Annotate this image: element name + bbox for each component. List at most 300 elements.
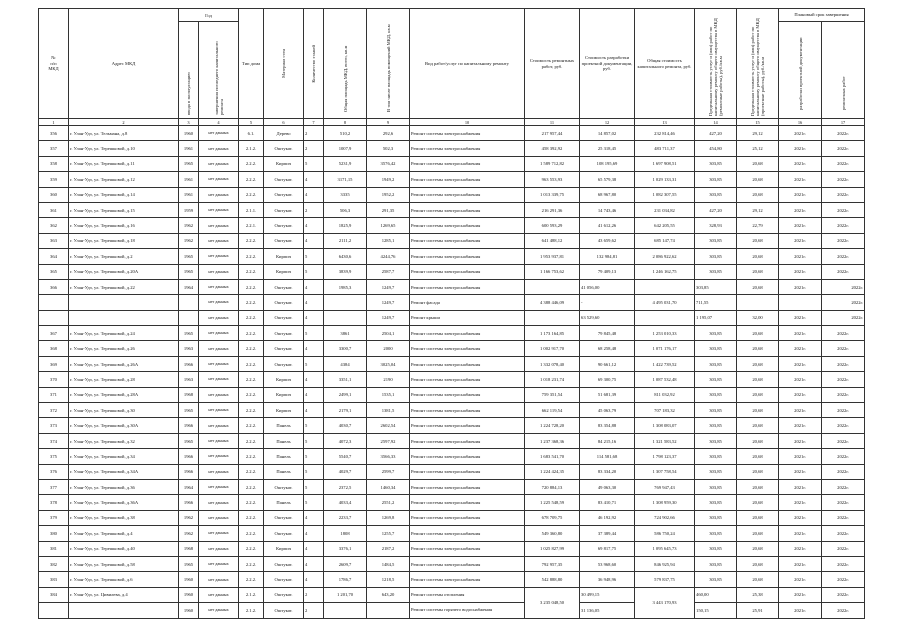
header-work-type [410,9,525,119]
cell-cost-repair: 1 224 424,35 [525,464,580,479]
table-row [39,403,865,418]
cell-work-type: Ремонт системы электроснабжения [410,556,525,571]
cell-limit-design: 20,68 [737,541,779,556]
cell-limit-design: 20,68 [737,249,779,264]
cell-deadline-repair: 2022г. [822,310,865,325]
cell-address: г. Улан-Удэ, ул. Терешковой, д.18 [69,233,179,248]
cell-limit-repair: 427,20 [695,126,737,141]
cell-house-type: 2.2.2. [239,510,264,525]
cell-area-total: 1007,9 [324,141,367,156]
table-row [39,126,865,141]
cell-floors: 5 [304,495,324,510]
cell-area-residential: 1381,5 [367,403,410,418]
cell-house-type: 2.2.2. [239,249,264,264]
cell-year-repair: нет данных [199,541,239,556]
header-area-residential-text: В том числе площадь помещений МКД, кв.м [385,23,391,112]
cell-cost-total: 724 902,66 [635,510,695,525]
cell-year-repair: нет данных [199,141,239,156]
cell-num: 376 [39,464,69,479]
cell-area-residential: 1249,7 [367,295,410,310]
cell-cost-repair: 458 392,92 [525,141,580,156]
cell-cost-repair: 217 957,44 [525,126,580,141]
table-body [39,126,865,619]
cell-house-type: 2.2.2. [239,295,264,310]
cell-wall-material: Оштукат. [264,587,304,602]
cell-year-built: 1965 [179,249,199,264]
cell-work-type: Ремонт системы электроснабжения [410,433,525,448]
column-number-row [39,119,865,126]
cell-cost-design: 63 529,60 [580,310,635,325]
cell-deadline-design: 2021г. [779,433,822,448]
cell-floors: 4 [304,403,324,418]
cell-limit-repair: 303,85 [695,556,737,571]
cell-limit-repair: 303,85 [695,187,737,202]
cell-floors: 2 [304,126,324,141]
cell-num: 378 [39,495,69,510]
cell-cost-design: 49 063,30 [580,479,635,494]
cell-deadline-repair: 2022г. [822,495,865,510]
cell-area-residential: 1535,1 [367,387,410,402]
cell-area-total: 3861 [324,326,367,341]
cell-deadline-repair: 2022г. [822,264,865,279]
cell-wall-material: Дерево [264,126,304,141]
header-cost-design-text: Стоимость разработки проектной документации, руб. [581,55,633,72]
cell-limit-design: 20,68 [737,341,779,356]
cell-address: г. Улан-Удэ, ул. Цивилева, д.4 [69,587,179,602]
cell-deadline-repair: 2022г. [822,449,865,464]
cell-area-residential: 1460,34 [367,479,410,494]
cell-cost-design: 45 063,79 [580,403,635,418]
column-number: 2 [69,119,179,126]
cell-deadline-repair: 2022г. [822,587,865,602]
cell-limit-design: 20,68 [737,233,779,248]
cell-year-built: 1965 [179,556,199,571]
cell-wall-material: Оштукат. [264,141,304,156]
cell-house-type: 2.2.2. [239,418,264,433]
cell-deadline-repair: 2022г. [822,249,865,264]
cell-limit-repair: 1 195,07 [695,310,737,325]
cell-num: 367 [39,326,69,341]
cell-num [39,295,69,310]
cell-year-repair: нет данных [199,495,239,510]
cell-area-residential: 1218,5 [367,572,410,587]
cell-limit-repair: 303,85 [695,372,737,387]
cell-floors: 5 [304,249,324,264]
cell-house-type: 2.2.2. [239,479,264,494]
cell-cost-repair: 1 589 712,82 [525,156,580,171]
header-year-group: Год [179,9,239,22]
header-deadline-design-text: разработки проектной документации [797,37,803,110]
cell-area-residential: 1949,2 [367,172,410,187]
cell-year-built: 1960 [179,126,199,141]
cell-year-repair: нет данных [199,449,239,464]
column-number: 13 [635,119,695,126]
cell-limit-design: 20,68 [737,356,779,371]
cell-wall-material: Оштукат. [264,233,304,248]
cell-cost-total: 642 205,55 [635,218,695,233]
cell-floors: 4 [304,526,324,541]
cell-work-type: Ремонт системы электроснабжения [410,510,525,525]
cell-year-repair: нет данных [199,326,239,341]
cell-num: 362 [39,218,69,233]
cell-work-type: Ремонт системы электроснабжения [410,126,525,141]
cell-address: г. Улан-Удэ, ул. Терешковой, д.34 [69,449,179,464]
column-number: 10 [410,119,525,126]
cell-year-built: 1959 [179,202,199,217]
cell-limit-repair: 303,85 [695,356,737,371]
cell-area-total: 1808 [324,526,367,541]
table-row [39,356,865,371]
cell-wall-material: Кирпич [264,249,304,264]
cell-deadline-repair: 2022г. [822,218,865,233]
cell-limit-repair: 303,85 [695,249,737,264]
cell-work-type: Ремонт системы электроснабжения [410,418,525,433]
cell-deadline-design: 2021г. [779,526,822,541]
cell-cost-repair: 1 683 541,70 [525,449,580,464]
cell-floors: 5 [304,418,324,433]
cell-cost-total: 231 034,82 [635,202,695,217]
cell-year-repair: нет данных [199,202,239,217]
table-row [39,295,865,310]
cell-deadline-design: 2021г. [779,356,822,371]
cell-house-type: 2.2.2. [239,279,264,294]
cell-deadline-repair: 2022г. [822,372,865,387]
cell-wall-material: Оштукат. [264,218,304,233]
cell-deadline-design: 2021г. [779,403,822,418]
column-number: 16 [779,119,822,126]
cell-year-repair: нет данных [199,418,239,433]
cell-wall-material: Оштукат. [264,187,304,202]
cell-limit-design: 20,68 [737,326,779,341]
cell-house-type: 2.2.2. [239,156,264,171]
cell-house-type: 2.2.2. [239,341,264,356]
cell-house-type: 2.2.2. [239,372,264,387]
cell-address: г. Улан-Удэ, ул. Терешковой, д.34А [69,464,179,479]
cell-limit-repair: 303,85 [695,433,737,448]
cell-wall-material: Оштукат. [264,202,304,217]
cell-cost-total: 4 495 031,70 [635,295,695,310]
cell-wall-material: Кирпич [264,264,304,279]
cell-address: г. Улан-Удэ, ул. Терешковой, д.28 [69,372,179,387]
cell-floors: 4 [304,295,324,310]
cell-year-repair: нет данных [199,310,239,325]
cell-work-type: Ремонт системы горячего водоснабжения [410,603,525,618]
cell-cost-design: 65 579,38 [580,172,635,187]
header-cost-repair-text: Стоимость ремонтных работ, руб. [529,58,575,69]
cell-limit-design: 20,68 [737,433,779,448]
cell-work-type: Ремонт системы отопления [410,587,525,602]
cell-limit-repair: 711,55 [695,295,737,310]
cell-year-built: 1966 [179,449,199,464]
cell-deadline-repair: 2022г. [822,172,865,187]
cell-limit-design: 25,12 [737,141,779,156]
cell-area-total: 5540,7 [324,449,367,464]
cell-cost-total: 1 307 758,54 [635,464,695,479]
cell-address: г. Улан-Удэ, ул. Терешковой, д.12 [69,172,179,187]
cell-year-repair: нет данных [199,603,239,618]
cell-wall-material: Оштукат. [264,356,304,371]
cell-wall-material: Кирпич [264,541,304,556]
cell-cost-total: 1 029 133,31 [635,172,695,187]
cell-area-residential: 3566,33 [367,449,410,464]
cell-cost-design: 83 410,71 [580,495,635,510]
cell-wall-material: Панель [264,433,304,448]
cell-year-built: 1962 [179,218,199,233]
table-row [39,587,865,602]
cell-deadline-repair: 2022г. [822,464,865,479]
column-number: 6 [264,119,304,126]
column-number: 1 [39,119,69,126]
cell-wall-material: Панель [264,449,304,464]
cell-limit-design: 20,68 [737,464,779,479]
cell-limit-repair: 303,85 [695,510,737,525]
table-row [39,387,865,402]
cell-area-total: 3300,7 [324,341,367,356]
cell-deadline-repair: 2022г. [822,326,865,341]
cell-work-type: Ремонт системы электроснабжения [410,202,525,217]
header-floors-text: Количество этажей [311,44,317,83]
cell-area-total: 6430,6 [324,249,367,264]
cell-year-built: 1960 [179,603,199,618]
cell-deadline-repair: 2022г. [822,356,865,371]
cell-cost-total: 1 798 123,37 [635,449,695,464]
cell-deadline-design: 2021г. [779,418,822,433]
cell-house-type: 2.2.2. [239,556,264,571]
cell-floors: 4 [304,341,324,356]
cell-cost-design: 83 334,20 [580,464,635,479]
cell-cost-design: 53 968,60 [580,556,635,571]
cell-cost-repair: 216 291,36 [525,202,580,217]
cell-work-type: Ремонт системы электроснабжения [410,403,525,418]
cell-num: 382 [39,556,69,571]
cell-deadline-repair: 2022г. [822,202,865,217]
cell-limit-design: 22,79 [737,218,779,233]
cell-limit-design: 29,12 [737,202,779,217]
cell-year-repair: нет данных [199,572,239,587]
cell-cost-repair: 3 235 048,50 [525,587,580,618]
cell-floors: 4 [304,541,324,556]
cell-limit-design: 20,68 [737,156,779,171]
cell-cost-total: 811 032,92 [635,387,695,402]
cell-cost-total [635,279,695,294]
cell-limit-repair: 303,85 [695,572,737,587]
cell-cost-repair: 1 332 078,40 [525,356,580,371]
cell-floors: 4 [304,556,324,571]
cell-limit-design: 20,68 [737,387,779,402]
cell-limit-design: 20,68 [737,510,779,525]
cell-cost-repair: 1 002 917,70 [525,341,580,356]
cell-limit-repair: 303,85 [695,264,737,279]
cell-year-repair: нет данных [199,387,239,402]
table-row [39,433,865,448]
cell-year-built: 1965 [179,433,199,448]
cell-wall-material: Оштукат. [264,526,304,541]
cell-area-total: 3839,9 [324,264,367,279]
cell-year-repair: нет данных [199,156,239,171]
cell-address: г. Улан-Удэ, ул. Терешковой, д.40 [69,541,179,556]
cell-cost-design: 46 192,92 [580,510,635,525]
cell-house-type: 2.2.2. [239,464,264,479]
cell-num: 368 [39,341,69,356]
column-number: 3 [179,119,199,126]
cell-cost-design: 14 743,46 [580,202,635,217]
cell-cost-design: 69 300,75 [580,372,635,387]
cell-floors: 5 [304,326,324,341]
cell-cost-design: 36 948,96 [580,572,635,587]
cell-year-built: 1961 [179,187,199,202]
cell-cost-total [635,310,695,325]
cell-deadline-repair: 2022г. [822,541,865,556]
cell-house-type: 2.2.2. [239,326,264,341]
cell-year-repair: нет данных [199,264,239,279]
cell-cost-repair: 542 888,80 [525,572,580,587]
cell-floors: 4 [304,279,324,294]
cell-cost-repair: 1 953 937,81 [525,249,580,264]
cell-area-total: 2233,7 [324,510,367,525]
cell-area-residential: 2597,92 [367,433,410,448]
cell-limit-repair: 303,85 [695,418,737,433]
cell-work-type: Ремонт фасада [410,295,525,310]
cell-area-total: 3171,15 [324,172,367,187]
cell-year-built: 1963 [179,372,199,387]
cell-num: 369 [39,356,69,371]
cell-deadline-design: 2021г. [779,479,822,494]
cell-floors: 4 [304,310,324,325]
cell-deadline-design: 2021г. [779,510,822,525]
cell-work-type: Ремонт системы электроснабжения [410,156,525,171]
cell-num: 372 [39,403,69,418]
cell-floors: 2 [304,603,324,618]
cell-cost-total: 1 422 739,52 [635,356,695,371]
cell-floors: 4 [304,187,324,202]
cell-cost-design: 41 056,00 [580,279,635,294]
table-row [39,572,865,587]
cell-deadline-design: 2021г. [779,310,822,325]
cell-address: г. Улан-Удэ, ул. Терешковой, д.2 [69,249,179,264]
cell-wall-material: Оштукат. [264,572,304,587]
cell-cost-total: 769 947,43 [635,479,695,494]
cell-deadline-repair: 2022г. [822,479,865,494]
cell-deadline-design: 2021г. [779,172,822,187]
cell-house-type: 2.2.2. [239,572,264,587]
cell-house-type: 2.2.2. [239,172,264,187]
cell-cost-total: 1 082 307,55 [635,187,695,202]
cell-deadline-design: 2021г. [779,556,822,571]
cell-year-built: 1960 [179,572,199,587]
cell-work-type: Ремонт системы электроснабжения [410,233,525,248]
cell-cost-total: 1 095 645,73 [635,541,695,556]
cell-wall-material: Кирпич [264,387,304,402]
cell-deadline-repair: 2022г. [822,233,865,248]
cell-area-residential: 2551,2 [367,495,410,510]
cell-area-residential: 292,6 [367,126,410,141]
cell-cost-repair: 600 593,29 [525,218,580,233]
cell-address: г. Улан-Удэ, ул. Терешковой, д.38 [69,510,179,525]
cell-num: 374 [39,433,69,448]
column-number: 7 [304,119,324,126]
cell-deadline-design: 2021г. [779,233,822,248]
cell-cost-design: 41 612,26 [580,218,635,233]
cell-limit-repair: 303,85 [695,341,737,356]
cell-wall-material: Кирпич [264,403,304,418]
cell-area-total: 1985,3 [324,279,367,294]
cell-address: г. Улан-Удэ, ул. Терешковой, д.28А [69,387,179,402]
cell-cost-total: 586 750,24 [635,526,695,541]
cell-address: г. Улан-Удэ, ул. Терешковой, д.36 [69,479,179,494]
cell-wall-material: Оштукат. [264,326,304,341]
cell-limit-repair: 303,85 [695,156,737,171]
cell-cost-repair: 662 119,54 [525,403,580,418]
cell-deadline-design: 2021г. [779,387,822,402]
cell-deadline-design: 2021г. [779,326,822,341]
cell-num: 360 [39,187,69,202]
header-limit-repair [695,9,737,119]
cell-cost-total: 579 837,75 [635,572,695,587]
cell-limit-repair: 303,85 [695,233,737,248]
cell-year-built: 1960 [179,587,199,602]
cell-area-total: 3335 [324,187,367,202]
cell-limit-design: 20,68 [737,279,779,294]
cell-limit-repair: 303,85 [695,526,737,541]
column-number: 5 [239,119,264,126]
cell-cost-repair: 678 709,75 [525,510,580,525]
cell-area-residential: 1484,5 [367,556,410,571]
cell-house-type: 2.2.2. [239,449,264,464]
header-limit-design-text: Предельная стоимость услуг и (или) работ по капитальному ремонту общего имущества в МКД (проектные работы), руб./кв.м [750,17,766,116]
cell-floors: 5 [304,479,324,494]
cell-num: 375 [39,449,69,464]
cell-limit-design: 20,68 [737,526,779,541]
cell-year-built [179,295,199,310]
table-row [39,449,865,464]
column-number: 9 [367,119,410,126]
cell-address: г. Улан-Удэ, ул. Терешковой, д.16 [69,218,179,233]
cell-area-residential: 502,3 [367,141,410,156]
cell-year-repair: нет данных [199,249,239,264]
cell-cost-design: 37 389,44 [580,526,635,541]
cell-cost-design: 68 967,80 [580,187,635,202]
header-deadline-repair-text: ремонтных работ [840,76,846,110]
header-house-type [239,9,264,119]
cell-floors: 4 [304,172,324,187]
cell-work-type: Ремонт системы электроснабжения [410,372,525,387]
cell-cost-design: 30 499,15 [580,587,635,602]
cell-address: г. Улан-Удэ, ул. Терешковой, д.6 [69,572,179,587]
cell-area-residential: 1249,7 [367,279,410,294]
cell-work-type: Ремонт системы электроснабжения [410,279,525,294]
cell-limit-repair: 303,85 [695,403,737,418]
cell-deadline-design: 2021г. [779,187,822,202]
cell-deadline-repair: 2022г. [822,556,865,571]
cell-num: 384 [39,587,69,602]
cell-house-type: 2.2.2. [239,541,264,556]
header-year-built [179,22,199,119]
cell-work-type: Ремонт системы электроснабжения [410,141,525,156]
cell-cost-design: 83 354,88 [580,418,635,433]
table-row [39,172,865,187]
header-floors [304,9,324,119]
cell-limit-repair: 150,15 [695,603,737,618]
cell-deadline-repair: 2022г. [822,603,865,618]
cell-year-built: 1966 [179,418,199,433]
cell-cost-repair: 1 225 548,59 [525,495,580,510]
cell-deadline-design: 2021г. [779,603,822,618]
cell-cost-repair: 792 957,35 [525,556,580,571]
cell-address [69,295,179,310]
table-row [39,264,865,279]
cell-wall-material: Оштукат. [264,295,304,310]
cell-floors: 2 [304,141,324,156]
